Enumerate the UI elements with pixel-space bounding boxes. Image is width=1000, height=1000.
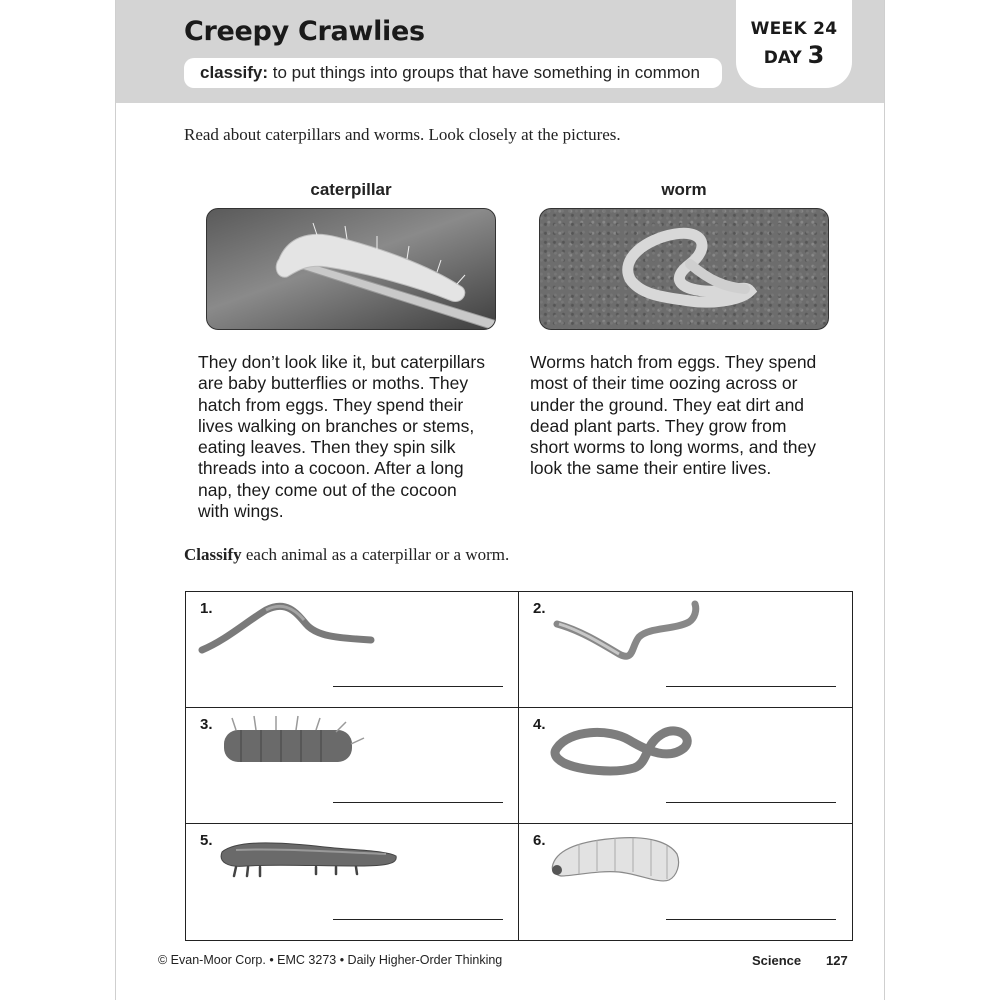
item-number: 1. <box>200 600 213 617</box>
day-label <box>736 41 852 69</box>
caterpillar-image-3 <box>186 708 519 824</box>
classify-instruction <box>184 545 509 565</box>
item-cell-5 <box>186 824 519 940</box>
item-cell-3 <box>186 708 519 824</box>
week-day-badge <box>736 0 852 88</box>
answer-line[interactable] <box>333 802 503 803</box>
worm-label: worm <box>661 180 707 199</box>
page-title: Creepy Crawlies <box>184 16 425 47</box>
answer-line[interactable] <box>666 686 836 687</box>
worksheet-page <box>115 0 885 1000</box>
instruction-text: each animal as a caterpillar or a worm. <box>241 545 510 564</box>
item-number: 5. <box>200 832 213 849</box>
caterpillar-photo <box>206 208 496 330</box>
caterpillar-label: caterpillar <box>310 180 392 199</box>
classification-grid <box>185 591 853 941</box>
footer-page-number: 127 <box>826 953 848 968</box>
worm-photo <box>539 208 829 330</box>
caterpillar-description: They don’t look like it, but caterpillars are baby butterflies or moths. They hatch from eggs. They spend their lives walking on branches or stems, eating leaves. Then they spin silk threads into a cocoon. After a long nap, they come out of the cocoon with wings. <box>198 352 485 522</box>
worm-image-2 <box>519 592 852 708</box>
day-number: 3 <box>807 41 825 69</box>
answer-line[interactable] <box>666 802 836 803</box>
worm-illustration <box>540 209 829 330</box>
item-number: 6. <box>533 832 546 849</box>
header-band <box>116 0 884 103</box>
item-cell-4 <box>519 708 852 824</box>
caterpillar-image-5 <box>186 824 519 940</box>
worm-image-4 <box>519 708 852 824</box>
item-number: 4. <box>533 716 546 733</box>
worm-image-1 <box>186 592 519 708</box>
grub-image-6 <box>519 824 852 940</box>
week-label: WEEK 24 <box>750 19 838 39</box>
item-number: 2. <box>533 600 546 617</box>
worm-description: Worms hatch from eggs. They spend most of their time oozing across or under the ground. They eat dirt and dead plant parts. They grow from short worms to long worms, and they look the same their entire lives. <box>530 352 817 479</box>
vocabulary-box <box>184 58 722 88</box>
item-cell-1 <box>186 592 519 708</box>
answer-line[interactable] <box>333 686 503 687</box>
vocabulary-term: classify: <box>200 63 269 82</box>
instruction-keyword: Classify <box>184 545 242 564</box>
item-number: 3. <box>200 716 213 733</box>
footer-copyright: © Evan-Moor Corp. • EMC 3273 • Daily Higher-Order Thinking <box>158 953 503 967</box>
footer-subject: Science <box>752 953 802 968</box>
caterpillar-illustration <box>207 209 496 330</box>
intro-text: Read about caterpillars and worms. Look closely at the pictures. <box>184 125 621 144</box>
answer-line[interactable] <box>666 919 836 920</box>
item-cell-2 <box>519 592 852 708</box>
item-cell-6 <box>519 824 852 940</box>
day-text: DAY <box>763 48 808 68</box>
vocabulary-definition: to put things into groups that have something in common <box>268 63 700 82</box>
answer-line[interactable] <box>333 919 503 920</box>
